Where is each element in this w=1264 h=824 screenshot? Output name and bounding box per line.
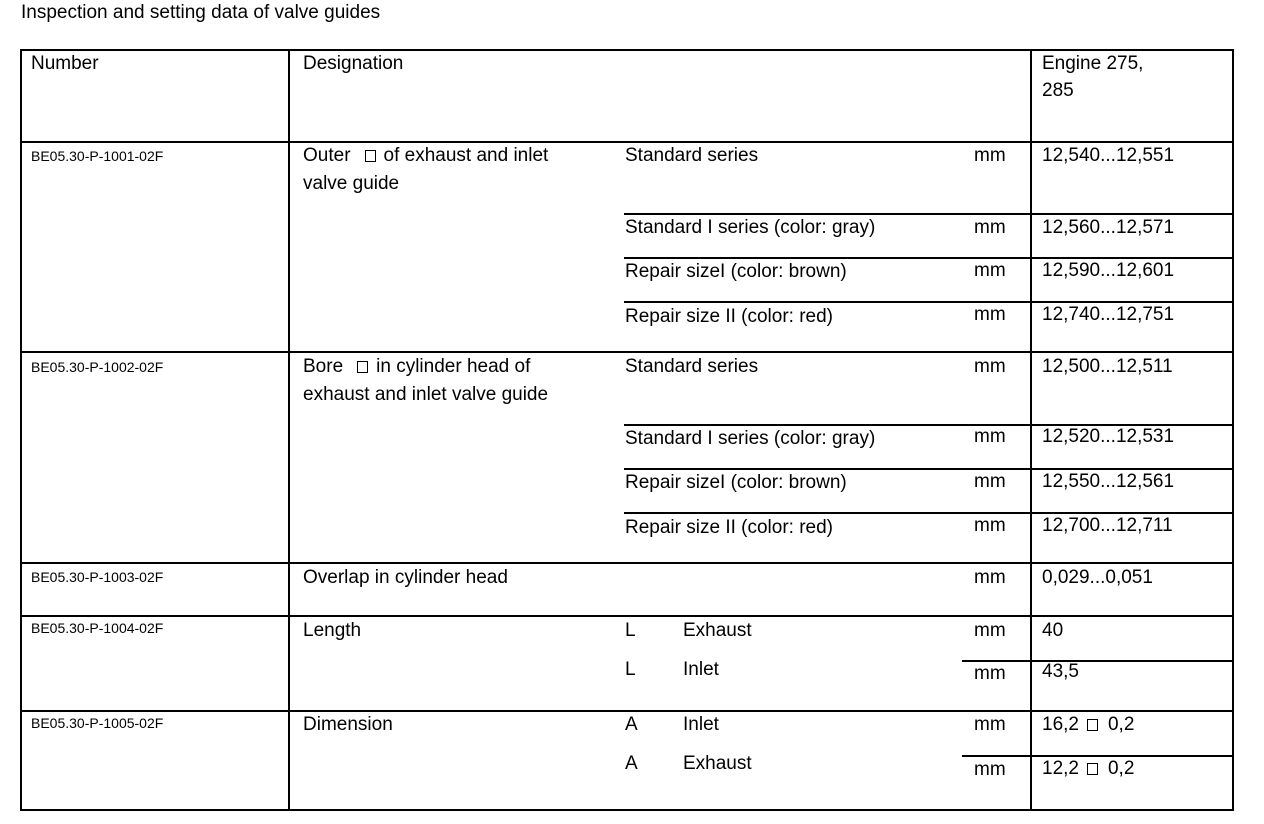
designation-part: Bore [303, 356, 344, 377]
row-designation-line2: valve guide [303, 173, 400, 194]
sub-label: Repair size II (color: red) [625, 517, 834, 538]
row-designation: Length [303, 620, 362, 641]
sub-unit: mm [974, 567, 1006, 588]
sub-value: 12,540...12,551 [1042, 145, 1175, 166]
sub-unit: mm [974, 145, 1006, 166]
sub-value: 12,550...12,561 [1042, 471, 1175, 492]
table-border-right [1232, 49, 1234, 811]
diameter-symbol-icon [365, 150, 376, 162]
row-designation-line2: exhaust and inlet valve guide [303, 384, 549, 405]
column-divider [1030, 49, 1032, 811]
header-number: Number [31, 53, 99, 74]
sub-unit: mm [974, 426, 1006, 447]
sub-value: 12,560...12,571 [1042, 217, 1175, 238]
row-designation [303, 142, 548, 170]
sub-symbol: A [625, 714, 638, 735]
sub-value: 40 [1042, 620, 1064, 641]
header-engine: Engine 275, [1042, 53, 1144, 74]
sub-value [1042, 711, 1134, 739]
value-tolerance: 0,2 [1107, 714, 1135, 735]
row-designation: Dimension [303, 714, 393, 735]
sub-unit: mm [974, 304, 1006, 325]
sub-symbol: L [625, 659, 636, 680]
sub-unit: mm [974, 471, 1006, 492]
valve-guide-table [20, 49, 1234, 811]
header-engine-line2: 285 [1042, 80, 1074, 101]
sub-unit: mm [974, 356, 1006, 377]
header-designation: Designation [303, 53, 404, 74]
table-border-left [20, 49, 22, 811]
sub-symbol: L [625, 620, 636, 641]
designation-part: of exhaust and inlet [383, 145, 549, 166]
sub-value: 12,700...12,711 [1042, 515, 1173, 536]
sub-label: Repair sizeI (color: brown) [625, 261, 847, 282]
row-number: BE05.30-P-1002-02F [31, 359, 164, 375]
sub-label: Repair sizeI (color: brown) [625, 472, 847, 493]
column-divider [288, 49, 290, 811]
sub-unit: mm [974, 260, 1006, 281]
sub-value: 43,5 [1042, 661, 1079, 682]
sub-value [1042, 755, 1134, 783]
plus-minus-symbol-icon [1087, 763, 1098, 775]
sub-unit: mm [974, 217, 1006, 238]
sub-value: 12,740...12,751 [1042, 304, 1175, 325]
row-number: BE05.30-P-1005-02F [31, 715, 164, 731]
sub-value: 12,520...12,531 [1042, 426, 1175, 447]
sub-value: 12,500...12,511 [1042, 356, 1173, 377]
sub-unit: mm [974, 663, 1006, 684]
row-number: BE05.30-P-1001-02F [31, 148, 164, 164]
sub-label: Standard series [625, 356, 759, 377]
sub-unit: mm [974, 759, 1006, 780]
plus-minus-symbol-icon [1087, 719, 1098, 731]
value-nominal: 16,2 [1042, 714, 1079, 735]
row-number: BE05.30-P-1004-02F [31, 620, 164, 636]
sub-unit: mm [974, 515, 1006, 536]
sub-label: Standard I series (color: gray) [625, 428, 876, 449]
sub-unit: mm [974, 620, 1006, 641]
sub-label: Exhaust [683, 620, 752, 641]
designation-part: in cylinder head of [376, 356, 531, 377]
table-border-bottom [20, 809, 1234, 811]
value-tolerance: 0,2 [1107, 758, 1135, 779]
page-title: Inspection and setting data of valve guides [21, 2, 381, 23]
sub-label: Inlet [683, 714, 719, 735]
sub-label: Standard I series (color: gray) [625, 217, 876, 238]
sub-label: Repair size II (color: red) [625, 306, 834, 327]
sub-label: Standard series [625, 145, 759, 166]
sub-value: 12,590...12,601 [1042, 260, 1175, 281]
sub-label: Inlet [683, 659, 719, 680]
row-number: BE05.30-P-1003-02F [31, 569, 164, 585]
sub-symbol: A [625, 753, 638, 774]
row-designation [303, 353, 530, 381]
sub-label: Exhaust [683, 753, 752, 774]
sub-unit: mm [974, 714, 1006, 735]
value-nominal: 12,2 [1042, 758, 1079, 779]
sub-value: 0,029...0,051 [1042, 567, 1153, 588]
diameter-symbol-icon [357, 361, 368, 373]
designation-part: Outer [303, 145, 351, 166]
row-designation: Overlap in cylinder head [303, 567, 508, 588]
